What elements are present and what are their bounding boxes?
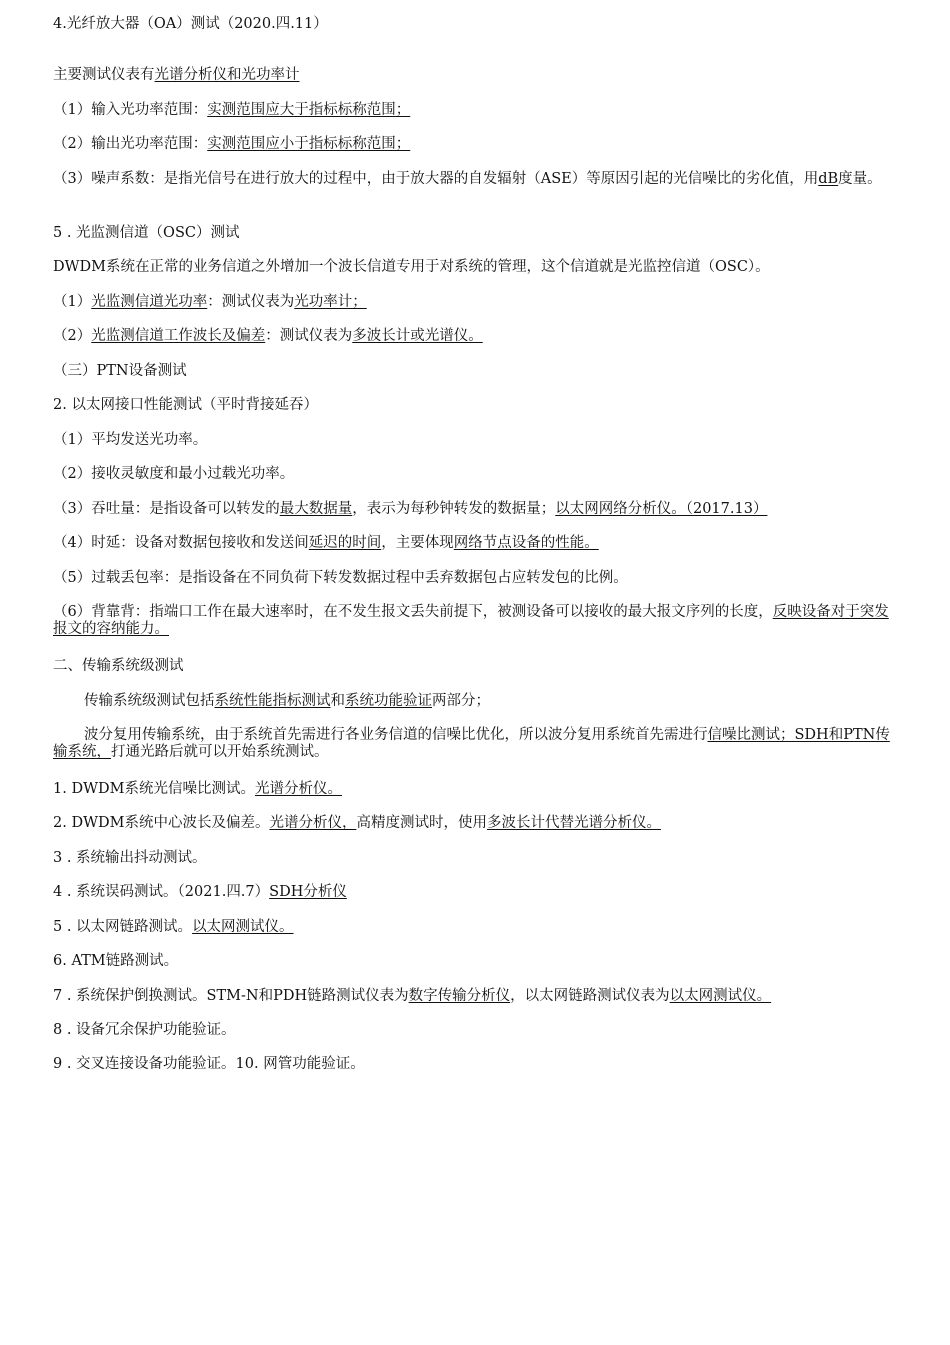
text-run: 6. ATM链路测试。 — [53, 953, 179, 969]
text-run: 7 . 系统保护倒换测试。STM-N和PDH链路测试仪表为 — [53, 988, 409, 1004]
text-run: 打通光路后就可以开始系统测试。 — [111, 744, 329, 760]
text-run: 二、传输系统级测试 — [53, 658, 184, 674]
line-8 — [53, 328, 893, 345]
line-18 — [53, 693, 893, 710]
line-0 — [53, 16, 328, 41]
underlined-text: dB — [818, 171, 839, 187]
underlined-text: 信噪比测试；SDH和PTN传输系统， — [53, 727, 890, 760]
underlined-text: 光监测信道工作波长及偏差 — [91, 328, 266, 344]
text-run: 5 . 光监测信道（OSC）测试 — [53, 225, 240, 241]
underlined-text: 以太网测试仪。 — [192, 919, 294, 935]
text-run: （6）背靠背：指端口工作在最大速率时，在不发生报文丢失前提下，被测设备可以接收的最大报文序列的长度， — [53, 604, 773, 620]
text-run: ，主要体现 — [381, 535, 454, 551]
text-run: 2. DWDM系统中心波长及偏差。 — [53, 815, 270, 831]
line-23 — [53, 884, 893, 901]
underlined-text: 光功率计； — [294, 294, 367, 310]
line-13 — [53, 501, 893, 518]
text-run: （三）PTN设备测试 — [53, 363, 187, 379]
line-9 — [53, 363, 893, 380]
text-run: 波分复用传输系统，由于系统首先需进行各业务信道的信噪比优化，所以波分复用系统首先需进行 — [84, 727, 708, 743]
underlined-text: 光谱分析仪， — [269, 815, 357, 831]
line-11 — [53, 432, 893, 449]
text-run: 5 . 以太网链路测试。 — [53, 919, 193, 935]
text-run: 9 . 交叉连接设备功能验证。10. 网管功能验证。 — [53, 1056, 365, 1072]
underlined-text: 系统性能指标测试 — [214, 693, 331, 709]
text-run: 传输系统级测试包括 — [84, 693, 215, 709]
line-4 — [53, 171, 893, 188]
underlined-text: 光监测信道光功率 — [91, 294, 208, 310]
underlined-text: 实测范围应小于指标标称范围； — [207, 136, 411, 152]
text-run: DWDM系统在正常的业务信道之外增加一个波长信道专用于对系统的管理，这个信道就是光监控信道（OSC）。 — [53, 259, 770, 275]
text-run: ：测试仪表为 — [207, 294, 295, 310]
underlined-text: 系统功能验证 — [345, 693, 432, 709]
line-21 — [53, 815, 893, 832]
line-22 — [53, 850, 893, 867]
text-run: （1）平均发送光功率。 — [53, 432, 208, 448]
text-run: 2. 以太网接口性能测试（平时背接延吞） — [53, 397, 318, 413]
text-run: （2）接收灵敏度和最小过载光功率。 — [53, 466, 295, 482]
line-5 — [53, 225, 893, 242]
text-run: （2）输出光功率范围： — [53, 136, 208, 152]
text-run: （1） — [53, 294, 92, 310]
text-run: 和 — [330, 693, 345, 709]
line-25 — [53, 953, 893, 970]
underlined-text: 光谱分析仪。 — [254, 781, 342, 797]
text-run: （5）过载丢包率：是指设备在不同负荷下转发数据过程中丢弃数据包占应转发包的比例。 — [53, 570, 628, 586]
underlined-text: 多波长计或光谱仪。 — [352, 328, 483, 344]
underlined-text: 延迟的时间 — [308, 535, 382, 551]
line-26 — [53, 988, 893, 1005]
text-run: （3）吞吐量：是指设备可以转发的 — [53, 501, 280, 517]
line-17 — [53, 658, 893, 675]
underlined-text: 数字传输分析仪 — [408, 988, 511, 1004]
underlined-text: 网络节点设备的性能。 — [453, 535, 599, 551]
text-run: 4 . 系统误码测试。（2021.四.7） — [53, 884, 270, 900]
text-run: 主要测试仪表有 — [53, 67, 155, 83]
text-run: 高精度测试时，使用 — [356, 815, 487, 831]
line-10 — [53, 397, 893, 414]
underlined-text: 最大数据量 — [279, 501, 353, 517]
text-run: ，以太网链路测试仪表为 — [510, 988, 670, 1004]
text-run: 8 . 设备冗余保护功能验证。 — [53, 1022, 236, 1038]
line-15 — [53, 570, 893, 587]
underlined-text: 光谱分析仪和光功率计 — [154, 67, 300, 83]
text-run: 1. DWDM系统光信噪比测试。 — [53, 781, 255, 797]
text-run: ，表示为每秒钟转发的数据量； — [352, 501, 556, 517]
line-19 — [53, 727, 893, 761]
line-12 — [53, 466, 893, 483]
underlined-text: SDH分析仪 — [269, 884, 347, 900]
cropped-heading — [53, 16, 353, 44]
underlined-text: 反映设备对于突发报文的容纳能力。 — [53, 604, 889, 637]
text-run: （1）输入光功率范围： — [53, 102, 208, 118]
line-28 — [53, 1056, 893, 1073]
text-run: 度量。 — [838, 171, 882, 187]
underlined-text: 实测范围应大于指标标称范围； — [207, 102, 411, 118]
underlined-text: 以太网测试仪。 — [669, 988, 772, 1004]
text-run: 3 . 系统输出抖动测试。 — [53, 850, 207, 866]
text-run: 两部分； — [432, 693, 490, 709]
line-7 — [53, 294, 893, 311]
line-16 — [53, 604, 893, 638]
underlined-text: 以太网网络分析仪。（2017.13） — [555, 501, 768, 517]
text-run: 4.光纤放大器（OA）测试（2020.四.11） — [53, 16, 328, 32]
line-6 — [53, 259, 893, 276]
line-14 — [53, 535, 893, 552]
text-run: （2） — [53, 328, 92, 344]
underlined-text: 多波长计代替光谱分析仪。 — [486, 815, 661, 831]
line-3 — [53, 136, 893, 153]
line-24 — [53, 919, 893, 936]
text-run: ：测试仪表为 — [265, 328, 353, 344]
line-27 — [53, 1022, 893, 1039]
text-run: （3）噪声系数：是指光信号在进行放大的过程中，由于放大器的自发辐射（ASE）等原因引起的光信噪比的劣化值，用 — [53, 171, 819, 187]
text-run: （4）时延：设备对数据包接收和发送间 — [53, 535, 309, 551]
line-2 — [53, 102, 893, 119]
line-20 — [53, 781, 893, 798]
line-1 — [53, 67, 893, 84]
